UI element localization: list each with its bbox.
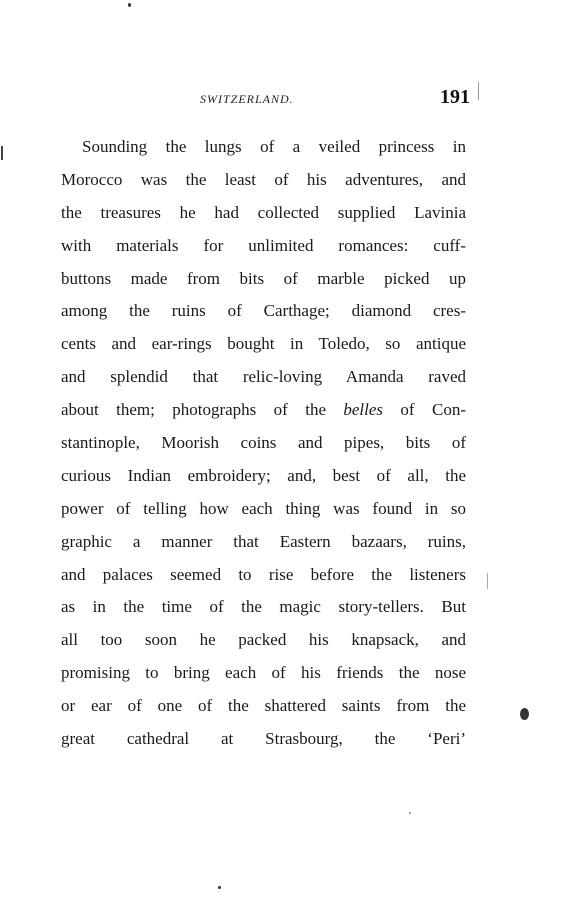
text-line: stantinople, Moorish coins and pipes, bits of	[61, 433, 466, 453]
text-line: as in the time of the magic story-tellers. But	[61, 597, 466, 617]
text-line: the treasures he had collected supplied Lavinia	[61, 202, 466, 222]
text-line: graphic a manner that Eastern bazaars, ruins,	[61, 531, 466, 551]
running-head: SWITZERLAND.	[200, 92, 294, 106]
text-line: and palaces seemed to rise before the listeners	[61, 564, 466, 584]
scan-speck	[487, 573, 488, 589]
scan-speck	[218, 886, 221, 889]
text-line: all too soon he packed his knapsack, and	[61, 630, 466, 650]
scan-speck	[128, 3, 131, 7]
text-line: buttons made from bits of marble picked up	[61, 268, 466, 288]
margin-mark	[1, 146, 3, 160]
text-line: curious Indian embroidery; and, best of all, the	[61, 465, 466, 485]
text-line: cents and ear-rings bought in Toledo, so antique	[61, 334, 466, 354]
text-line: Sounding the lungs of a veiled princess in	[82, 137, 466, 156]
text-line: promising to bring each of his friends the nose	[61, 663, 466, 683]
text-segment: about them; photographs of the	[61, 400, 344, 420]
ink-blot	[520, 708, 529, 720]
text-line: or ear of one of the shattered saints from the	[61, 696, 466, 716]
text-line-with-italic	[61, 394, 466, 427]
text-line: great cathedral at Strasbourg, the ‘Peri’	[61, 729, 466, 749]
text-line: with materials for unlimited romances: cuff-	[61, 235, 466, 255]
text-segment: of Con-	[383, 400, 466, 420]
text-line: power of telling how each thing was found in so	[61, 498, 466, 518]
italic-word: belles	[343, 400, 384, 420]
text-line: Morocco was the least of his adventures, and	[61, 169, 466, 189]
body-text	[61, 131, 466, 756]
scan-speck	[478, 82, 479, 100]
text-line: and splendid that relic-loving Amanda raved	[61, 367, 466, 387]
page-number: 191	[440, 86, 470, 108]
scan-speck	[409, 812, 411, 814]
text-line: among the ruins of Carthage; diamond cres-	[61, 301, 466, 321]
